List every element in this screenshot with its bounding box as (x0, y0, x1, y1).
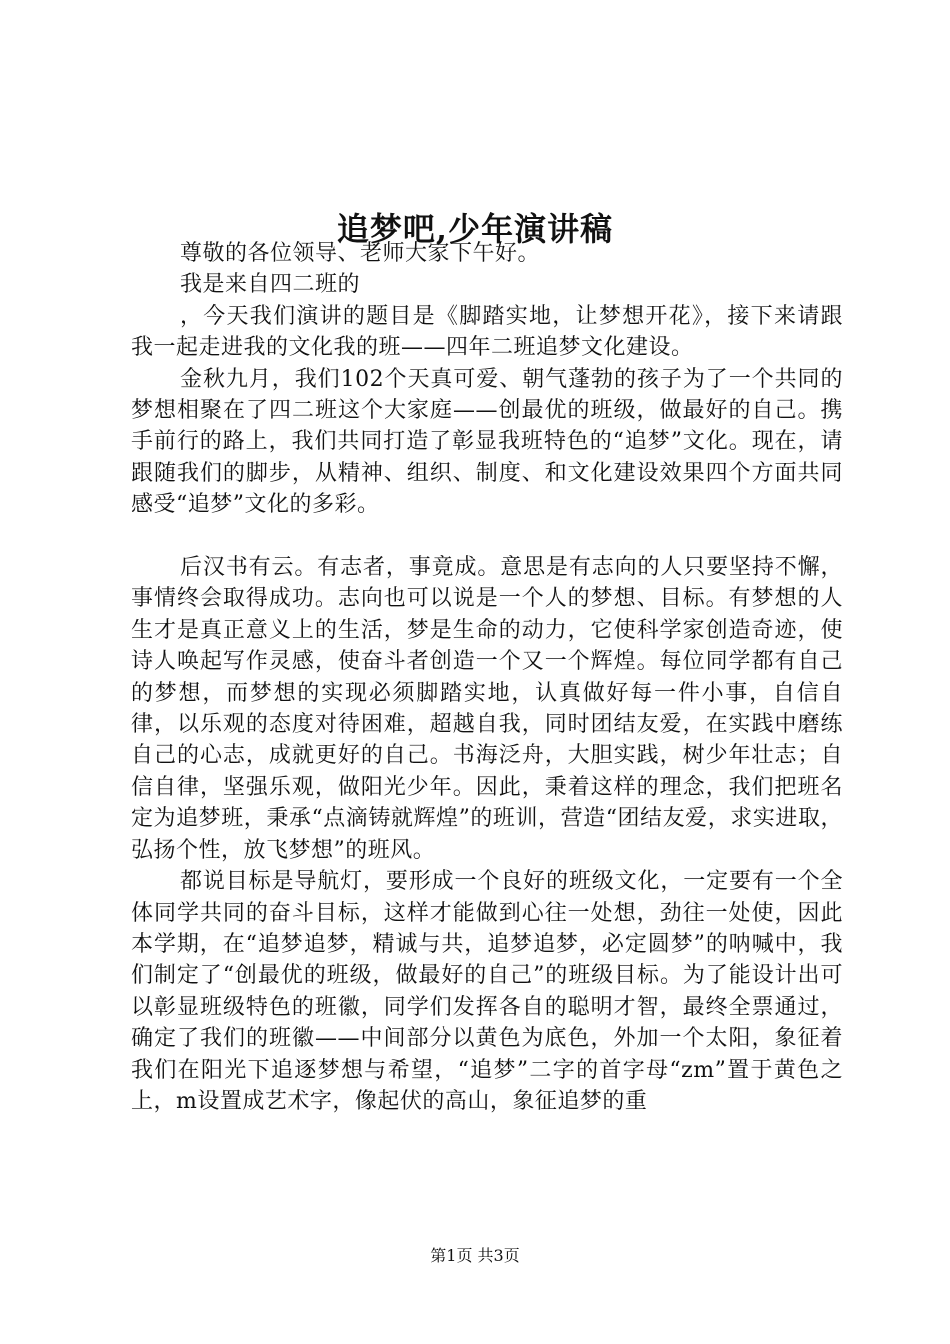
page-number-footer: 第1页 共3页 (430, 1246, 520, 1265)
greeting-paragraph: 尊敬的各位领导、老师大家下午好。 (180, 241, 541, 266)
intro-paragraph: 我是来自四二班的 (180, 272, 361, 298)
document-body (131, 238, 843, 1117)
paragraph-spacer (131, 521, 843, 552)
body-paragraph-2: 后汉书有云。有志者，事竟成。意思是有志向的人只要坚持不懈，事情终会取得成功。志向也可以说是一个人的梦想、目标。有梦想的人生才是真正意义上的生活，梦是生命的动力，它使科学家创造奇迹，使诗人唤起写作灵感，使奋斗者创造一个又一个辉煌。每位同学都有自己的梦想，而梦想的实现必须脚踏实地，认真做好每一件小事，自信自律，以乐观的态度对待困难，超越自我，同时团结友爱，在实践中磨练自己的心志，成就更好的自己。书海泛舟，大胆实践，树少年壮志；自信自律，坚强乐观，做阳光少年。因此，秉着这样的理念，我们把班名定为追梦班，秉承“点滴铸就辉煌”的班训，营造“团结友爱，求实进取，弘扬个性，放飞梦想”的班风。 (131, 555, 843, 863)
body-paragraph-1: 金秋九月，我们102个天真可爱、朝气蓬勃的孩子为了一个共同的梦想相聚在了四二班这个大家庭——创最优的班级，做最好的自己。携手前行的路上，我们共同打造了彰显我班特色的“追梦”文化。现在，请跟随我们的脚步，从精神、组织、制度、和文化建设效果四个方面共同感受“追梦”文化的多彩。 (131, 366, 843, 518)
body-paragraph-3: 都说目标是导航灯，要形成一个良好的班级文化，一定要有一个全体同学共同的奋斗目标，这样才能做到心往一处想，劲往一处使，因此本学期，在“追梦追梦，精诚与共，追梦追梦，必定圆梦”的呐喊中，我们制定了“创最优的班级，做最好的自己”的班级目标。为了能设计出可以彰显班级特色的班徽，同学们发挥各自的聪明才智，最终全票通过，确定了我们的班徽——中间部分以黄色为底色，外加一个太阳，象征着我们在阳光下追逐梦想与希望，“追梦”二字的首字母“zm”置于黄色之上，m设置成艺术字，像起伏的高山，象征追梦的重 (131, 869, 843, 1114)
topic-paragraph: ，今天我们演讲的题目是《脚踏实地，让梦想开花》，接下来请跟我一起走进我的文化我的班——四年二班追梦文化建设。 (131, 303, 843, 361)
document-title: 追梦吧,少年演讲稿 (336, 210, 614, 249)
